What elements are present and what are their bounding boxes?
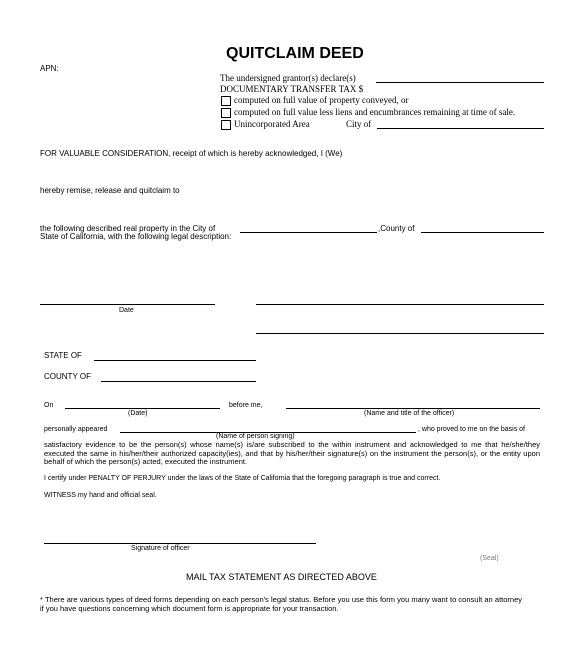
less-liens-label: computed on full value less liens and encumbrances remaining at time of sale. [234,107,516,117]
county-of-label: COUNTY OF [44,372,91,381]
grantor-declaration: The undersigned grantor(s) declare(s) [220,73,356,83]
perjury-statement: I certify under PENALTY OF PERJURY under the laws of the State of California that the foregoing paragraph is true and correct. [44,475,441,482]
state-of-label: STATE OF [44,351,82,360]
city-of-label: City of [346,119,372,129]
property-county-text: ,County of [378,224,415,233]
signature-caption: Signature of officer [131,545,190,552]
officer-caption: (Name and title of the officer) [364,410,455,417]
witness-statement: WITNESS my hand and official seal. [44,492,157,499]
county-of-line[interactable] [101,381,256,382]
property-county-line[interactable] [421,232,544,233]
property-city-line[interactable] [240,232,377,233]
date-caption: Date [119,307,134,314]
name-signing-caption: (Name of person signing) [216,433,295,440]
officer-signature-line[interactable] [44,543,316,544]
document-title: QUITCLAIM DEED [226,45,364,62]
remise-text: hereby remise, release and quitclaim to [40,186,180,195]
apn-label: APN: [40,64,59,73]
full-value-label: computed on full value of property conveyed, or [234,95,409,105]
less-liens-checkbox[interactable] [221,108,231,118]
city-of-line[interactable] [377,128,544,129]
state-of-line[interactable] [94,360,256,361]
before-me-label: before me, [229,402,263,409]
property-city-text: the following described real property in the City of [40,224,216,233]
satisfactory-evidence-text: satisfactory evidence to be the person(s) whose name(s) is/are subscribed to the within instrument and acknowledged to me that he/she/they executed the same in his/her/their authorized capacity(ies), and that by his/her/their signature(s) on the instrument the person(s), or the entity upon behalf of which the person(s) acted, executed the instrument. [44,440,540,467]
grantor-signature-line-1[interactable] [256,304,544,305]
date-caption-notary: (Date) [128,410,148,417]
personally-appeared-label: personally appeared [44,426,108,433]
date-line[interactable] [40,304,215,305]
notary-date-line[interactable] [65,408,220,409]
unincorporated-label: Unincorporated Area [234,119,310,129]
legal-description-text: State of California, with the following legal description: [40,232,232,241]
on-label: On [44,402,54,409]
full-value-checkbox[interactable] [221,96,231,106]
seal-label: (Seal) [480,555,499,562]
valuable-consideration-text: FOR VALUABLE CONSIDERATION, receipt of which is hereby acknowledged, I (We) [40,149,343,158]
grantor-signature-line-2[interactable] [256,333,544,334]
proved-basis-text: , who proved to me on the basis of [418,426,526,433]
footnote: * There are various types of deed forms depending on each person's legal status. Before you use this form you many want to consult an attorney if you have questions concerning which document form is appropriate for your transaction. [40,595,522,613]
transfer-tax-label: DOCUMENTARY TRANSFER TAX $ [220,84,364,94]
unincorporated-checkbox[interactable] [221,120,231,130]
officer-name-line[interactable] [286,408,540,409]
grantor-line[interactable] [376,82,544,83]
mail-tax-statement: MAIL TAX STATEMENT AS DIRECTED ABOVE [186,572,377,582]
